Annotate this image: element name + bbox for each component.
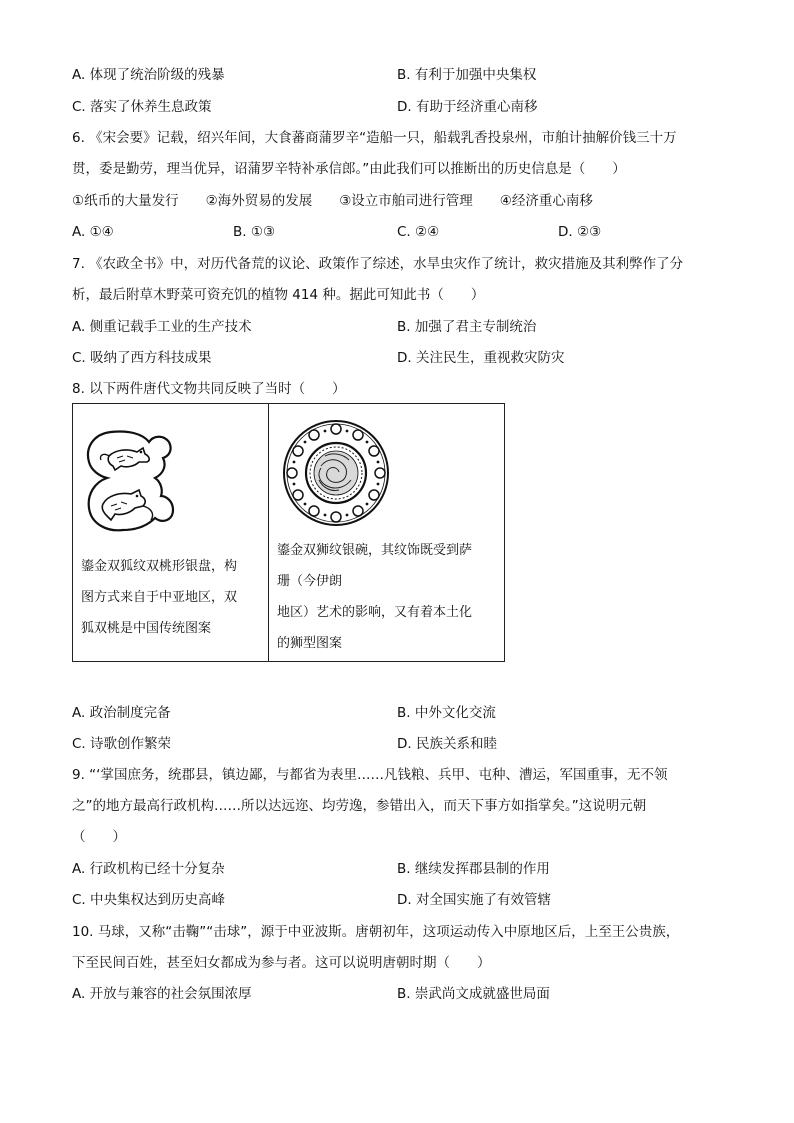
q9-stem-line1: 9. “‘掌国庶务，统郡县，镇边鄙，与都省为表里……凡钱粮、兵甲、屯种、漕运，军国重事，无不领 (72, 767, 668, 783)
q5-option-d: D. 有助于经济重心南移 (397, 99, 538, 115)
q8-option-b: B. 中外文化交流 (397, 705, 496, 721)
q8-right-caption-line1: 鎏金双狮纹银碗，其纹饰既受到萨 (277, 543, 473, 558)
q8-stem: 8. 以下两件唐代文物共同反映了当时（ ） (72, 381, 346, 397)
q8-option-d: D. 民族关系和睦 (397, 736, 497, 752)
q9-option-b: B. 继续发挥郡县制的作用 (397, 861, 550, 877)
q10-stem-line2: 下至民间百姓，甚至妇女都成为参与者。这可以说明唐朝时期（ ） (72, 955, 491, 971)
q8-left-cell (73, 404, 269, 661)
q6-option-a: A. ①④ (72, 224, 114, 240)
q10-option-b: B. 崇武尚文成就盛世局面 (397, 986, 550, 1002)
q7-stem-line2: 析，最后附草木野菜可资充饥的植物 414 种。据此可知此书（ ） (72, 287, 485, 303)
q9-stem-line3: （ ） (72, 829, 126, 845)
q5-option-b: B. 有利于加强中央集权 (397, 67, 537, 83)
q7-option-c: C. 吸纳了西方科技成果 (72, 350, 212, 366)
q7-stem-line1: 7. 《农政全书》中，对历代备荒的议论、政策作了综述，水旱虫灾作了统计，救灾措施及其利弊作了分 (72, 256, 684, 272)
q9-option-d: D. 对全国实施了有效管辖 (397, 892, 551, 908)
q7-option-a: A. 侧重记载手工业的生产技术 (72, 319, 252, 335)
q8-right-caption-line3: 地区）艺术的影响，又有着本土化 (277, 605, 473, 620)
q6-option-b: B. ①③ (233, 224, 276, 240)
q6-stem-line1: 6. 《宋会要》记载，绍兴年间，大食蕃商蒲罗辛“造船一只，船载乳香投泉州，市舶计抽解价钱三十万 (72, 130, 677, 146)
q6-stem-line2: 贯，委是勤劳，理当优异，诏蒲罗辛特补承信郎。”由此我们可以推断出的历史信息是（ ） (72, 161, 626, 177)
q6-option-d: D. ②③ (558, 224, 602, 240)
q8-artifact-table (72, 403, 505, 662)
q8-left-caption-line1: 鎏金双狐纹双桃形银盘，构 (81, 559, 238, 574)
fox-peach-plate-image (81, 426, 185, 536)
q7-option-b: B. 加强了君主专制统治 (397, 319, 537, 335)
q8-option-c: C. 诗歌创作繁荣 (72, 736, 172, 752)
lion-bowl-image (281, 418, 391, 528)
q8-right-cell (269, 404, 504, 661)
q8-left-caption (81, 551, 237, 644)
q10-option-a: A. 开放与兼容的社会氛围浓厚 (72, 986, 252, 1002)
q9-option-c: C. 中央集权达到历史高峰 (72, 892, 226, 908)
q6-option-c: C. ②④ (397, 224, 440, 240)
q8-left-caption-line2: 图方式来自于中亚地区，双 (81, 590, 238, 605)
q9-stem-line2: 之”的地方最高行政机构……所以达远迩、均劳逸，参错出入，而天下事方如指掌矣。”这说明元朝 (72, 798, 647, 814)
q7-option-d: D. 关注民生，重视救灾防灾 (397, 350, 565, 366)
q5-option-c: C. 落实了休养生息政策 (72, 99, 212, 115)
q8-right-caption (277, 535, 472, 659)
q5-option-a: A. 体现了统治阶级的残暴 (72, 67, 225, 83)
q6-items: ①纸币的大量发行 ②海外贸易的发展 ③设立市舶司进行管理 ④经济重心南移 (72, 193, 593, 209)
q9-option-a: A. 行政机构已经十分复杂 (72, 861, 225, 877)
q8-right-caption-line4: 的狮型图案 (277, 636, 343, 651)
q8-left-caption-line3: 狐双桃是中国传统图案 (81, 621, 212, 636)
q10-stem-line1: 10. 马球，又称“击鞠”“击球”，源于中亚波斯。唐朝初年，这项运动传入中原地区后，上至王公贵族， (72, 924, 680, 940)
q8-right-caption-line2: 珊（今伊朗 (277, 574, 343, 589)
q8-option-a: A. 政治制度完备 (72, 705, 171, 721)
